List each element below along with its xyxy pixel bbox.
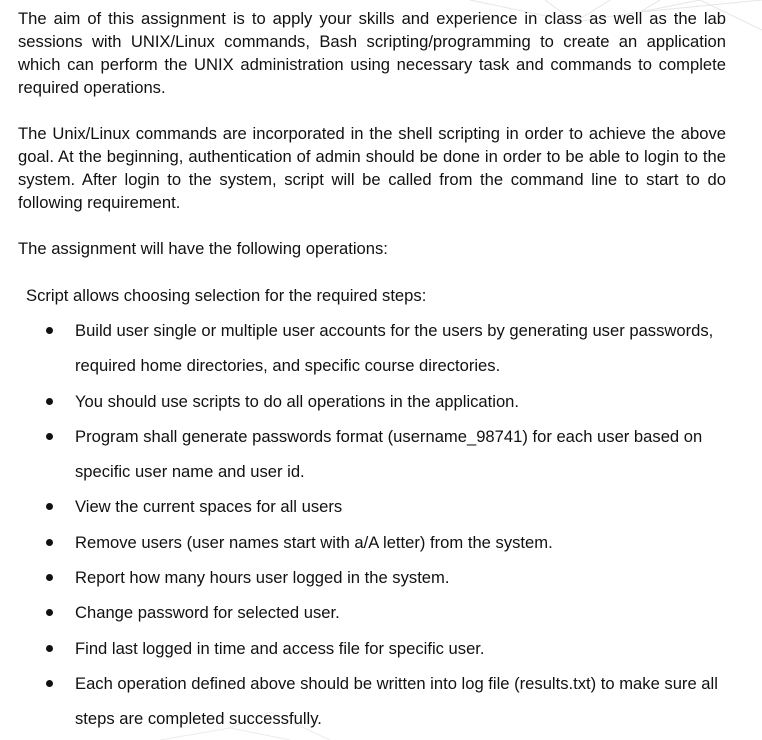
operations-intro: The assignment will have the following operations: [18, 239, 388, 258]
bullet-icon [46, 433, 53, 440]
list-item-text: Remove users (user names start with a/A letter) from the system. [75, 532, 553, 552]
script-intro: Script allows choosing selection for the required steps: [26, 286, 427, 305]
list-item-text: Each operation defined above should be written into log file (results.txt) to make sure all steps are completed successfully. [75, 673, 718, 729]
list-item-text: Change password for selected user. [75, 603, 340, 623]
requirements-list [0, 313, 762, 737]
goal-paragraph: The Unix/Linux commands are incorporated in the shell scripting in order to achieve the above goal. At the beginning, authentication of admin should be done in order to be able to login to the system. After login to the system, script will be called from the command line to start to do following requirement. [18, 124, 726, 212]
list-item-text: Find last logged in time and access file for specific user. [75, 638, 485, 658]
bullet-icon [46, 680, 53, 687]
bullet-icon [46, 503, 53, 510]
bullet-icon [46, 609, 53, 616]
list-item-text: View the current spaces for all users [75, 497, 343, 517]
list-item [0, 525, 730, 560]
list-item [0, 384, 730, 419]
bullet-icon [46, 574, 53, 581]
list-item [0, 666, 730, 737]
list-item [0, 560, 730, 595]
list-item [0, 489, 730, 524]
aim-paragraph: The aim of this assignment is to apply your skills and experience in class as well as the lab sessions with UNIX/Linux commands, Bash scripting/programming to create an application which can perform the UNIX administration using necessary task and commands to complete required operations. [18, 9, 726, 97]
list-item [0, 313, 730, 384]
list-item-text: Report how many hours user logged in the system. [75, 568, 450, 588]
bullet-icon [46, 327, 53, 334]
bullet-icon [46, 645, 53, 652]
list-item-text: You should use scripts to do all operations in the application. [75, 391, 520, 411]
bullet-icon [46, 398, 53, 405]
list-item [0, 419, 730, 490]
list-item [0, 631, 730, 666]
bullet-icon [46, 539, 53, 546]
list-item-text: Program shall generate passwords format (username_98741) for each user based on specific user name and user id. [75, 426, 703, 482]
list-item-text: Build user single or multiple user accounts for the users by generating user passwords, required home directories, and specific course directories. [75, 321, 714, 376]
list-item [0, 595, 730, 630]
